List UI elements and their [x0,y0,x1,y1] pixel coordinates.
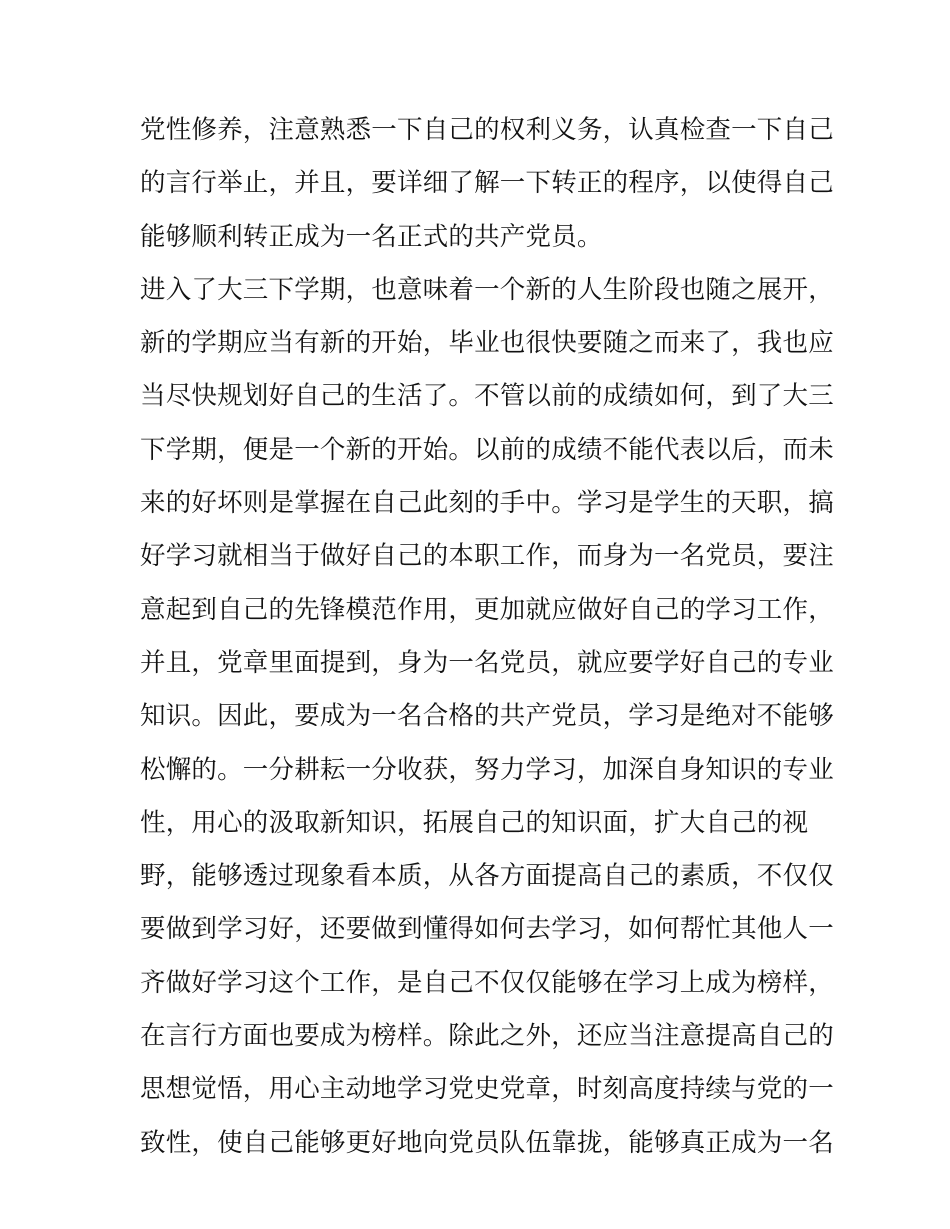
text-line: 意起到自己的先锋模范作用，更加就应做好自己的学习工作， [140,594,834,625]
text-line: 能够顺利转正成为一名正式的共产党员。 [140,221,603,252]
text-line: 党性修养，注意熟悉一下自己的权利义务，认真检查一下自己 [140,115,834,145]
text-line: 齐做好学习这个工作，是自己不仅仅能够在学习上成为榜样， [140,967,834,998]
text-line: 知识。因此，要成为一名合格的共产党员，学习是绝对不能够 [140,701,834,732]
text-line: 致性，使自己能够更好地向党员队伍靠拢，能够真正成为一名 [140,1127,834,1158]
text-line: 来的好坏则是掌握在自己此刻的手中。学习是学生的天职，搞 [140,488,834,519]
text-line: 并且，党章里面提到，身为一名党员，就应要学好自己的专业 [140,647,834,678]
text-line: 的言行举止，并且，要详细了解一下转正的程序，以使得自己 [140,168,834,199]
text-line: 当尽快规划好自己的生活了。不管以前的成绩如何，到了大三 [140,381,834,412]
text-line: 进入了大三下学期，也意味着一个新的人生阶段也随之展开， [140,274,834,305]
text-line: 好学习就相当于做好自己的本职工作，而身为一名党员，要注 [140,541,834,572]
body-text [140,104,834,1170]
text-line: 松懈的。一分耕耘一分收获，努力学习，加深自身知识的专业 [140,754,834,785]
text-line: 性，用心的汲取新知识，拓展自己的知识面，扩大自己的视 [140,807,809,838]
text-line: 下学期，便是一个新的开始。以前的成绩不能代表以后，而未 [140,434,834,465]
text-line: 野，能够透过现象看本质，从各方面提高自己的素质，不仅仅 [140,861,834,892]
text-line: 思想觉悟，用心主动地学习党史党章，时刻高度持续与党的一 [140,1074,834,1105]
text-line: 在言行方面也要成为榜样。除此之外，还应当注意提高自己的 [140,1021,834,1052]
text-line: 新的学期应当有新的开始，毕业也很快要随之而来了，我也应 [140,328,834,359]
text-line: 要做到学习好，还要做到懂得如何去学习，如何帮忙其他人一 [140,914,834,945]
